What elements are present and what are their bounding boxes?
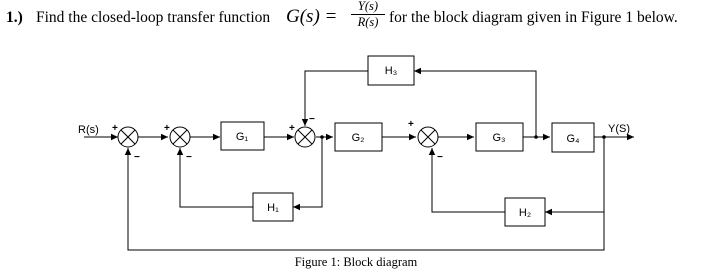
wire-h2-out <box>432 148 505 212</box>
sign-sum3-in: + <box>289 123 295 134</box>
sign-sum2-in: + <box>164 123 170 134</box>
sign-sum1-fb: − <box>134 152 140 163</box>
block-g1-label: G₁ <box>235 131 249 143</box>
block-h3-label: H₃ <box>384 65 398 77</box>
fraction-denominator: R(s) <box>357 15 379 29</box>
block-g2-label: G₂ <box>351 132 365 144</box>
summing-junction-4 <box>418 127 438 147</box>
pickoff-dot-h1 <box>320 135 324 139</box>
output-label: Y(S) <box>608 123 630 135</box>
fraction-numerator: Y(s) <box>357 0 379 13</box>
input-label: R(s) <box>78 124 99 136</box>
figure-caption: Figure 1: Block diagram <box>294 255 418 269</box>
sign-sum4-in: + <box>408 119 414 130</box>
pickoff-dot-output <box>602 135 606 139</box>
summing-junction-3 <box>295 127 315 147</box>
block-g3-label: G₃ <box>492 132 506 144</box>
summing-junction-2 <box>170 127 190 147</box>
block-h1-label: H₁ <box>267 202 279 214</box>
question-text-before: Find the closed-loop transfer function <box>36 9 271 26</box>
transfer-function-lhs: G(s) = <box>286 6 338 27</box>
sign-sum2-fb: − <box>186 152 192 163</box>
block-h2-label: H₂ <box>518 207 532 219</box>
summing-junction-1 <box>118 127 138 147</box>
wire-h1-feed <box>293 137 322 207</box>
block-g4-label: G₄ <box>566 133 580 145</box>
question-number: 1.) <box>6 9 23 26</box>
sign-sum4-fb: − <box>437 152 443 163</box>
sign-sum1-in: + <box>112 123 118 134</box>
pickoff-dot-g3 <box>534 135 538 139</box>
sign-sum3-fb: − <box>309 114 315 125</box>
question-text-after: for the block diagram given in Figure 1 below. <box>389 9 678 26</box>
